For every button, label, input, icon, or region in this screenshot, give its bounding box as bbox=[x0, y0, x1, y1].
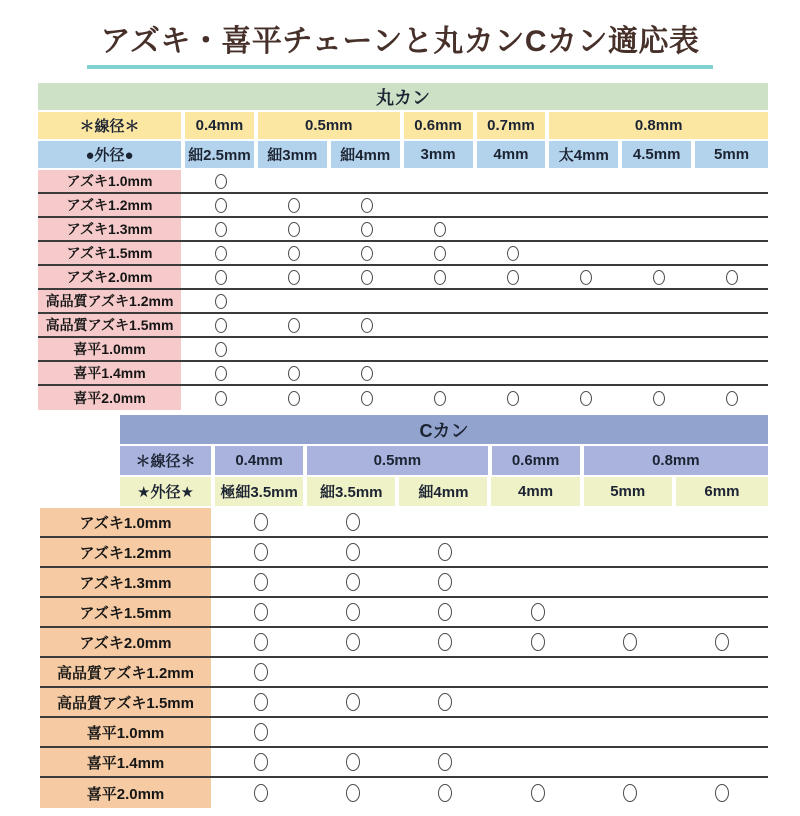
mark-cell bbox=[185, 194, 258, 216]
mark-cell bbox=[404, 170, 477, 192]
compatible-mark-icon bbox=[215, 391, 227, 406]
wire-size-cell: 0.6mm bbox=[404, 112, 477, 139]
wire-size-cell: 0.4mm bbox=[185, 112, 258, 139]
mark-cell bbox=[622, 242, 695, 264]
mark-cell bbox=[399, 778, 491, 808]
mark-cell bbox=[549, 242, 622, 264]
compatible-mark-icon bbox=[346, 633, 360, 651]
mark-cell bbox=[399, 688, 491, 716]
mark-cell bbox=[491, 748, 583, 776]
compatible-mark-icon bbox=[215, 366, 227, 381]
mark-cell bbox=[622, 338, 695, 360]
compatible-mark-icon bbox=[254, 603, 268, 621]
compatible-mark-icon bbox=[346, 513, 360, 531]
mark-cell bbox=[185, 362, 258, 384]
compatible-mark-icon bbox=[434, 391, 446, 406]
mark-cell bbox=[399, 508, 491, 536]
wire-diameter-row bbox=[38, 112, 768, 139]
mark-cell bbox=[399, 598, 491, 626]
outer-size-cell: 4mm bbox=[491, 477, 583, 506]
chain-label: 喜平1.4mm bbox=[40, 748, 215, 776]
compatible-mark-icon bbox=[288, 366, 300, 381]
mark-cell bbox=[399, 658, 491, 686]
mark-cell bbox=[549, 266, 622, 288]
mark-cell bbox=[491, 718, 583, 746]
mark-cell bbox=[676, 658, 768, 686]
mark-cell bbox=[549, 386, 622, 410]
mark-cell bbox=[215, 718, 307, 746]
outer-diameter-label: ●外径● bbox=[38, 141, 185, 168]
chain-row bbox=[38, 242, 768, 266]
chain-row bbox=[38, 170, 768, 194]
chain-row bbox=[38, 314, 768, 338]
mark-cell bbox=[584, 688, 676, 716]
wire-size-cell: 0.7mm bbox=[477, 112, 550, 139]
compatible-mark-icon bbox=[623, 784, 637, 802]
outer-size-cell: 細3mm bbox=[258, 141, 331, 168]
mark-cell bbox=[477, 218, 550, 240]
mark-cell bbox=[676, 568, 768, 596]
compatible-mark-icon bbox=[346, 693, 360, 711]
wire-diameter-label: ＊線径＊ bbox=[38, 112, 185, 139]
mark-cell bbox=[185, 290, 258, 312]
mark-cell bbox=[622, 266, 695, 288]
compatible-mark-icon bbox=[254, 723, 268, 741]
compatible-mark-icon bbox=[215, 246, 227, 261]
chain-row bbox=[38, 362, 768, 386]
mark-cell bbox=[676, 718, 768, 746]
mark-cell bbox=[307, 778, 399, 808]
outer-size-cell: 細2.5mm bbox=[185, 141, 258, 168]
mark-cell bbox=[491, 568, 583, 596]
mark-cell bbox=[584, 508, 676, 536]
mark-cell bbox=[404, 242, 477, 264]
chain-row bbox=[38, 218, 768, 242]
mark-cell bbox=[331, 290, 404, 312]
mark-cell bbox=[307, 658, 399, 686]
mark-cell bbox=[477, 386, 550, 410]
compatible-mark-icon bbox=[361, 198, 373, 213]
outer-size-cell: 細4mm bbox=[331, 141, 404, 168]
chain-label: 高品質アズキ1.5mm bbox=[40, 688, 215, 716]
chain-row bbox=[40, 538, 768, 568]
compatible-mark-icon bbox=[288, 270, 300, 285]
compatible-mark-icon bbox=[288, 391, 300, 406]
mark-cell bbox=[185, 386, 258, 410]
chain-label: 高品質アズキ1.2mm bbox=[40, 658, 215, 686]
compatible-mark-icon bbox=[215, 222, 227, 237]
mark-cell bbox=[491, 658, 583, 686]
chain-label: 喜平1.4mm bbox=[38, 362, 185, 384]
wire-size-cell: 0.8mm bbox=[584, 446, 768, 475]
chain-label: 高品質アズキ1.5mm bbox=[38, 314, 185, 336]
mark-cell bbox=[584, 628, 676, 656]
chain-row bbox=[40, 748, 768, 778]
mark-cell bbox=[307, 508, 399, 536]
mark-cell bbox=[622, 194, 695, 216]
table-body bbox=[0, 508, 800, 808]
compatible-mark-icon bbox=[254, 513, 268, 531]
compatible-mark-icon bbox=[531, 603, 545, 621]
mark-cell bbox=[258, 314, 331, 336]
compatible-mark-icon bbox=[346, 543, 360, 561]
mark-cell bbox=[584, 748, 676, 776]
compatible-mark-icon bbox=[215, 270, 227, 285]
mark-cell bbox=[491, 778, 583, 808]
mark-cell bbox=[549, 218, 622, 240]
mark-cell bbox=[215, 658, 307, 686]
wire-size-cell: 0.5mm bbox=[307, 446, 491, 475]
mark-cell bbox=[331, 386, 404, 410]
mark-cell bbox=[622, 290, 695, 312]
compatible-mark-icon bbox=[254, 693, 268, 711]
chain-row bbox=[40, 508, 768, 538]
chain-row bbox=[38, 338, 768, 362]
mark-cell bbox=[477, 194, 550, 216]
mark-cell bbox=[258, 290, 331, 312]
maru-kan-table bbox=[0, 83, 800, 410]
chain-label: 喜平1.0mm bbox=[40, 718, 215, 746]
mark-cell bbox=[215, 688, 307, 716]
compatible-mark-icon bbox=[580, 270, 592, 285]
compatible-mark-icon bbox=[254, 784, 268, 802]
wire-diameter-label: ＊線径＊ bbox=[120, 446, 215, 475]
mark-cell bbox=[331, 218, 404, 240]
mark-cell bbox=[676, 688, 768, 716]
outer-size-cell: 3mm bbox=[404, 141, 477, 168]
outer-diameter-row bbox=[120, 477, 768, 506]
mark-cell bbox=[584, 718, 676, 746]
compatible-mark-icon bbox=[288, 246, 300, 261]
wire-size-cell: 0.8mm bbox=[549, 112, 768, 139]
chain-label: 喜平2.0mm bbox=[38, 386, 185, 410]
mark-cell bbox=[676, 748, 768, 776]
outer-size-cell: 5mm bbox=[695, 141, 768, 168]
compatible-mark-icon bbox=[531, 784, 545, 802]
mark-cell bbox=[477, 170, 550, 192]
compatible-mark-icon bbox=[507, 270, 519, 285]
mark-cell bbox=[477, 338, 550, 360]
table-body bbox=[0, 170, 800, 410]
compatible-mark-icon bbox=[361, 391, 373, 406]
chain-row bbox=[38, 290, 768, 314]
outer-size-cell: 太4mm bbox=[549, 141, 622, 168]
compatible-mark-icon bbox=[438, 573, 452, 591]
compatible-mark-icon bbox=[254, 663, 268, 681]
chain-row bbox=[40, 598, 768, 628]
chain-label: アズキ1.5mm bbox=[38, 242, 185, 264]
mark-cell bbox=[584, 538, 676, 566]
chain-row bbox=[38, 194, 768, 218]
outer-size-cell: 5mm bbox=[584, 477, 676, 506]
mark-cell bbox=[307, 538, 399, 566]
mark-cell bbox=[549, 170, 622, 192]
mark-cell bbox=[695, 170, 768, 192]
compatible-mark-icon bbox=[653, 270, 665, 285]
compatible-mark-icon bbox=[531, 633, 545, 651]
mark-cell bbox=[584, 778, 676, 808]
chain-label: アズキ1.2mm bbox=[40, 538, 215, 566]
mark-cell bbox=[307, 598, 399, 626]
mark-cell bbox=[404, 194, 477, 216]
chain-label: 喜平2.0mm bbox=[40, 778, 215, 808]
compatible-mark-icon bbox=[726, 270, 738, 285]
mark-cell bbox=[399, 538, 491, 566]
compatible-mark-icon bbox=[438, 543, 452, 561]
compatible-mark-icon bbox=[346, 753, 360, 771]
mark-cell bbox=[477, 362, 550, 384]
mark-cell bbox=[185, 242, 258, 264]
compatible-mark-icon bbox=[288, 222, 300, 237]
mark-cell bbox=[622, 314, 695, 336]
mark-cell bbox=[404, 266, 477, 288]
title-block bbox=[0, 16, 800, 69]
compatible-mark-icon bbox=[215, 174, 227, 189]
chain-row bbox=[40, 718, 768, 748]
mark-cell bbox=[215, 568, 307, 596]
compatible-mark-icon bbox=[726, 391, 738, 406]
mark-cell bbox=[477, 314, 550, 336]
chain-row bbox=[40, 658, 768, 688]
chain-label: アズキ1.0mm bbox=[38, 170, 185, 192]
mark-cell bbox=[549, 314, 622, 336]
compatible-mark-icon bbox=[254, 543, 268, 561]
wire-size-cell: 0.6mm bbox=[492, 446, 584, 475]
chain-label: アズキ1.3mm bbox=[38, 218, 185, 240]
mark-cell bbox=[477, 290, 550, 312]
mark-cell bbox=[185, 314, 258, 336]
compatible-mark-icon bbox=[361, 246, 373, 261]
chain-label: 高品質アズキ1.2mm bbox=[38, 290, 185, 312]
chain-row bbox=[40, 628, 768, 658]
mark-cell bbox=[404, 290, 477, 312]
chain-row bbox=[40, 568, 768, 598]
mark-cell bbox=[676, 508, 768, 536]
outer-diameter-label: ★外径★ bbox=[120, 477, 215, 506]
mark-cell bbox=[676, 538, 768, 566]
chain-row bbox=[40, 688, 768, 718]
mark-cell bbox=[215, 598, 307, 626]
mark-cell bbox=[491, 628, 583, 656]
mark-cell bbox=[258, 242, 331, 264]
outer-size-cell: 細3.5mm bbox=[307, 477, 399, 506]
compatible-mark-icon bbox=[580, 391, 592, 406]
mark-cell bbox=[331, 314, 404, 336]
compatible-mark-icon bbox=[434, 270, 446, 285]
mark-cell bbox=[404, 362, 477, 384]
mark-cell bbox=[584, 598, 676, 626]
mark-cell bbox=[331, 242, 404, 264]
compatible-mark-icon bbox=[438, 753, 452, 771]
chain-label: アズキ2.0mm bbox=[38, 266, 185, 288]
chain-row bbox=[38, 266, 768, 290]
outer-size-cell: 4mm bbox=[477, 141, 550, 168]
mark-cell bbox=[331, 266, 404, 288]
mark-cell bbox=[258, 218, 331, 240]
chain-label: アズキ1.3mm bbox=[40, 568, 215, 596]
mark-cell bbox=[676, 598, 768, 626]
mark-cell bbox=[695, 386, 768, 410]
compatible-mark-icon bbox=[346, 784, 360, 802]
compatible-mark-icon bbox=[254, 573, 268, 591]
mark-cell bbox=[215, 508, 307, 536]
compatible-mark-icon bbox=[346, 603, 360, 621]
compatible-mark-icon bbox=[215, 198, 227, 213]
mark-cell bbox=[695, 290, 768, 312]
mark-cell bbox=[258, 266, 331, 288]
page-title: アズキ・喜平チェーンと丸カンCカン適応表 bbox=[87, 16, 714, 69]
mark-cell bbox=[477, 266, 550, 288]
mark-cell bbox=[491, 688, 583, 716]
mark-cell bbox=[477, 242, 550, 264]
outer-diameter-row bbox=[38, 141, 768, 168]
mark-cell bbox=[584, 658, 676, 686]
compatible-mark-icon bbox=[715, 633, 729, 651]
compatible-mark-icon bbox=[288, 318, 300, 333]
compatible-mark-icon bbox=[254, 633, 268, 651]
mark-cell bbox=[399, 748, 491, 776]
compatible-mark-icon bbox=[361, 318, 373, 333]
compatible-mark-icon bbox=[346, 573, 360, 591]
chain-row bbox=[38, 386, 768, 410]
mark-cell bbox=[404, 218, 477, 240]
mark-cell bbox=[622, 170, 695, 192]
chain-row bbox=[40, 778, 768, 808]
compatible-mark-icon bbox=[215, 342, 227, 357]
mark-cell bbox=[215, 778, 307, 808]
compatible-mark-icon bbox=[254, 753, 268, 771]
mark-cell bbox=[695, 194, 768, 216]
compatible-mark-icon bbox=[438, 603, 452, 621]
mark-cell bbox=[307, 748, 399, 776]
compatible-mark-icon bbox=[361, 270, 373, 285]
mark-cell bbox=[622, 362, 695, 384]
compatibility-infographic bbox=[0, 16, 800, 808]
table-title-c-kan: Cカン bbox=[120, 415, 768, 444]
mark-cell bbox=[491, 598, 583, 626]
c-kan-table bbox=[0, 415, 800, 808]
mark-cell bbox=[695, 338, 768, 360]
compatible-mark-icon bbox=[361, 366, 373, 381]
mark-cell bbox=[399, 568, 491, 596]
mark-cell bbox=[404, 386, 477, 410]
compatible-mark-icon bbox=[434, 246, 446, 261]
compatible-mark-icon bbox=[288, 198, 300, 213]
chain-label: アズキ1.0mm bbox=[40, 508, 215, 536]
mark-cell bbox=[695, 362, 768, 384]
mark-cell bbox=[307, 568, 399, 596]
wire-size-cell: 0.4mm bbox=[215, 446, 307, 475]
mark-cell bbox=[331, 194, 404, 216]
mark-cell bbox=[491, 538, 583, 566]
mark-cell bbox=[185, 170, 258, 192]
mark-cell bbox=[549, 338, 622, 360]
mark-cell bbox=[549, 194, 622, 216]
mark-cell bbox=[549, 290, 622, 312]
chain-label: アズキ1.2mm bbox=[38, 194, 185, 216]
mark-cell bbox=[676, 778, 768, 808]
mark-cell bbox=[676, 628, 768, 656]
compatible-mark-icon bbox=[438, 784, 452, 802]
mark-cell bbox=[622, 386, 695, 410]
compatible-mark-icon bbox=[653, 391, 665, 406]
mark-cell bbox=[258, 386, 331, 410]
chain-label: 喜平1.0mm bbox=[38, 338, 185, 360]
mark-cell bbox=[258, 194, 331, 216]
compatible-mark-icon bbox=[438, 633, 452, 651]
mark-cell bbox=[331, 362, 404, 384]
outer-size-cell: 6mm bbox=[676, 477, 768, 506]
wire-diameter-row bbox=[120, 446, 768, 475]
mark-cell bbox=[331, 338, 404, 360]
table-title-maru-kan: 丸カン bbox=[38, 83, 768, 110]
mark-cell bbox=[695, 266, 768, 288]
chain-label: アズキ1.5mm bbox=[40, 598, 215, 626]
mark-cell bbox=[622, 218, 695, 240]
compatible-mark-icon bbox=[623, 633, 637, 651]
mark-cell bbox=[695, 218, 768, 240]
mark-cell bbox=[549, 362, 622, 384]
mark-cell bbox=[404, 314, 477, 336]
outer-size-cell: 極細3.5mm bbox=[215, 477, 307, 506]
mark-cell bbox=[491, 508, 583, 536]
mark-cell bbox=[215, 748, 307, 776]
compatible-mark-icon bbox=[361, 222, 373, 237]
chain-label: アズキ2.0mm bbox=[40, 628, 215, 656]
mark-cell bbox=[695, 314, 768, 336]
compatible-mark-icon bbox=[507, 391, 519, 406]
mark-cell bbox=[307, 628, 399, 656]
compatible-mark-icon bbox=[434, 222, 446, 237]
mark-cell bbox=[215, 628, 307, 656]
wire-size-cell: 0.5mm bbox=[258, 112, 404, 139]
mark-cell bbox=[584, 568, 676, 596]
mark-cell bbox=[399, 628, 491, 656]
mark-cell bbox=[258, 362, 331, 384]
mark-cell bbox=[258, 170, 331, 192]
mark-cell bbox=[258, 338, 331, 360]
mark-cell bbox=[307, 688, 399, 716]
outer-size-cell: 細4mm bbox=[399, 477, 491, 506]
mark-cell bbox=[185, 218, 258, 240]
compatible-mark-icon bbox=[215, 318, 227, 333]
mark-cell bbox=[185, 266, 258, 288]
mark-cell bbox=[695, 242, 768, 264]
compatible-mark-icon bbox=[715, 784, 729, 802]
mark-cell bbox=[399, 718, 491, 746]
mark-cell bbox=[331, 170, 404, 192]
outer-size-cell: 4.5mm bbox=[622, 141, 695, 168]
mark-cell bbox=[185, 338, 258, 360]
mark-cell bbox=[307, 718, 399, 746]
mark-cell bbox=[404, 338, 477, 360]
compatible-mark-icon bbox=[215, 294, 227, 309]
mark-cell bbox=[215, 538, 307, 566]
compatible-mark-icon bbox=[438, 693, 452, 711]
compatible-mark-icon bbox=[507, 246, 519, 261]
